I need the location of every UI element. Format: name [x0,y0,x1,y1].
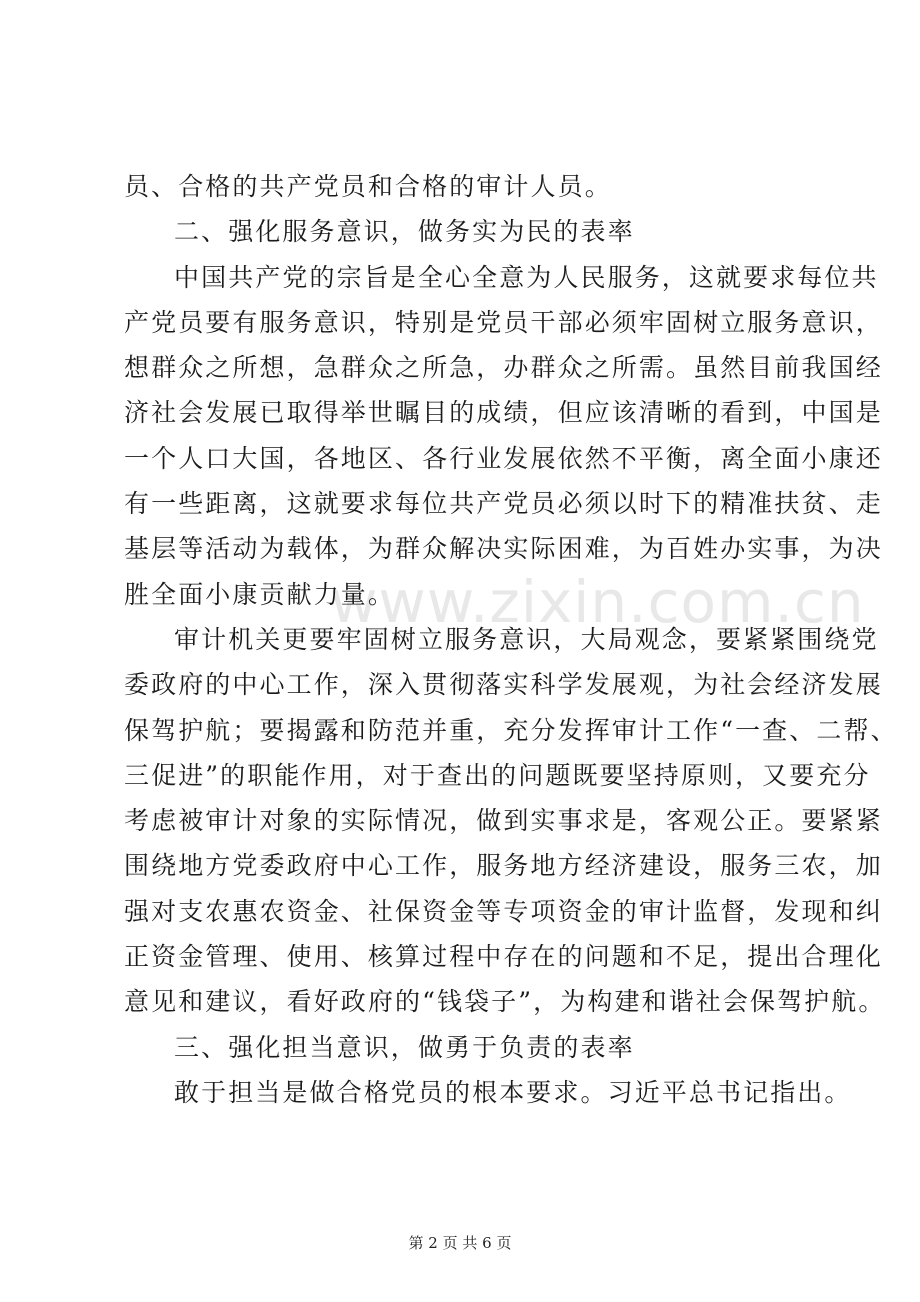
text-line: 强对支农惠农资金、社保资金等专项资金的审计监督，发现和纠 [124,896,883,926]
text-line: 意见和建议，看好政府的“钱袋子”，为构建和谐社会保驾护航。 [124,987,886,1017]
text-line: 考虑被审计对象的实际情况，做到实事求是，客观公正。要紧紧 [124,806,883,836]
text-line: 基层等活动为载体，为群众解决实际困难，为百姓办实事，为决 [124,534,883,564]
text-line: 委政府的中心工作，深入贯彻落实科学发展观，为社会经济发展 [124,670,883,700]
document-body [124,164,898,1115]
text-line: 济社会发展已取得举世瞩目的成绩，但应该清晰的看到，中国是 [124,398,883,428]
text-line: 员、合格的共产党员和合格的审计人员。 [124,172,612,201]
text-line: 敢于担当是做合格党员的根本要求。习近平总书记指出。 [174,1077,852,1107]
text-line: 三促进”的职能作用，对于查出的问题既要坚持原则，又要充分 [124,760,871,790]
text-line: 三、强化担当意识，做勇于负责的表率 [174,1032,635,1062]
text-line: 围绕地方党委政府中心工作，服务地方经济建设，服务三农，加 [124,851,883,881]
text-line: 产党员要有服务意识，特别是党员干部必须牢固树立服务意识， [124,307,883,337]
text-line: 保驾护航；要揭露和防范并重，充分发挥审计工作“一查、二帮、 [124,715,898,745]
text-line: 中国共产党的宗旨是全心全意为人民服务，这就要求每位共 [174,262,879,292]
text-line: 一个人口大国，各地区、各行业发展依然不平衡，离全面小康还 [124,443,883,473]
page-footer: 第 2 页 共 6 页 [408,1234,512,1252]
text-line: 二、强化服务意识，做务实为民的表率 [174,217,635,247]
text-line: 有一些距离，这就要求每位共产党员必须以时下的精准扶贫、走 [124,489,883,519]
text-line: 想群众之所想，急群众之所急，办群众之所需。虽然目前我国经 [124,353,883,383]
text-line: 胜全面小康贡献力量。 [124,579,396,609]
text-line: 正资金管理、使用、核算过程中存在的问题和不足，提出合理化 [124,942,883,972]
text-line: 审计机关更要牢固树立服务意识，大局观念，要紧紧围绕党 [174,624,879,654]
watermark: www.zixin.com.cn [330,568,865,636]
